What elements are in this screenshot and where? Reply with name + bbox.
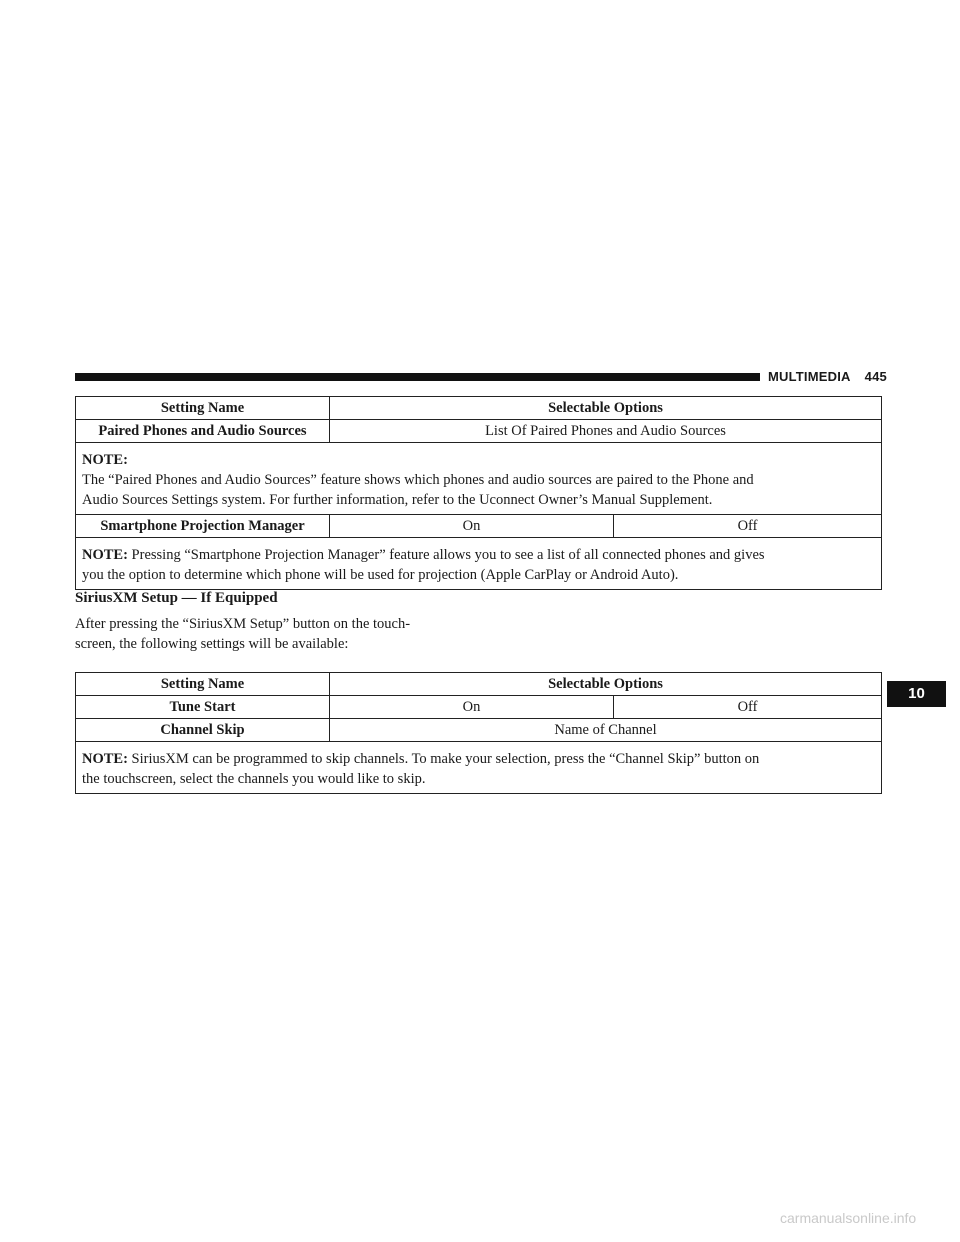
section-paragraph	[75, 614, 475, 654]
table-row	[76, 719, 882, 742]
settings-table-siriusxm	[75, 672, 882, 794]
note-label: NOTE:	[82, 452, 128, 468]
note-row	[76, 443, 882, 515]
paragraph-line: After pressing the “SiriusXM Setup” button on the touch-	[75, 616, 411, 632]
note-line: you the option to determine which phone will be used for projection (Apple CarPlay or Android Auto).	[82, 567, 679, 583]
setting-smartphone-projection: Smartphone Projection Manager	[76, 515, 330, 538]
header-setting-name: Setting Name	[76, 397, 330, 420]
table-header-row	[76, 673, 882, 696]
header-rule	[75, 373, 760, 381]
note-row	[76, 742, 882, 794]
note-line: the touchscreen, select the channels you would like to skip.	[82, 771, 426, 787]
option-on: On	[330, 515, 614, 538]
paragraph-line: screen, the following settings will be available:	[75, 636, 349, 652]
chapter-tab: 10	[887, 681, 946, 707]
note-line: Audio Sources Settings system. For further information, refer to the Uconnect Owner’s Manual Supplement.	[82, 492, 713, 508]
option-off: Off	[614, 696, 882, 719]
option-channel-name: Name of Channel	[330, 719, 882, 742]
settings-table-phone	[75, 396, 882, 590]
setting-channel-skip: Channel Skip	[76, 719, 330, 742]
note-smartphone-projection	[76, 538, 882, 590]
note-label: NOTE:	[82, 547, 128, 563]
header-selectable-options: Selectable Options	[330, 673, 882, 696]
note-text: Pressing “Smartphone Projection Manager” feature allows you to see a list of all connected phones and gives	[131, 547, 765, 563]
option-on: On	[330, 696, 614, 719]
table-row	[76, 420, 882, 443]
note-line: The “Paired Phones and Audio Sources” feature shows which phones and audio sources are paired to the Phone and	[82, 472, 754, 488]
header-setting-name: Setting Name	[76, 673, 330, 696]
section-title: MULTIMEDIA	[768, 369, 851, 384]
running-header	[768, 368, 887, 386]
header-selectable-options: Selectable Options	[330, 397, 882, 420]
table-header-row	[76, 397, 882, 420]
note-row	[76, 538, 882, 590]
note-text: SiriusXM can be programmed to skip channels. To make your selection, press the “Channel Skip” button on	[131, 751, 760, 767]
option-off: Off	[614, 515, 882, 538]
table-row	[76, 515, 882, 538]
setting-tune-start: Tune Start	[76, 696, 330, 719]
section-heading: SiriusXM Setup — If Equipped	[75, 590, 278, 606]
table-row	[76, 696, 882, 719]
page-number: 445	[864, 369, 887, 384]
footer-watermark: carmanualsonline.info	[780, 1210, 917, 1226]
note-channel-skip	[76, 742, 882, 794]
note-label: NOTE:	[82, 751, 128, 767]
option-paired-phones: List Of Paired Phones and Audio Sources	[330, 420, 882, 443]
note-paired-phones	[76, 443, 882, 515]
setting-paired-phones: Paired Phones and Audio Sources	[76, 420, 330, 443]
